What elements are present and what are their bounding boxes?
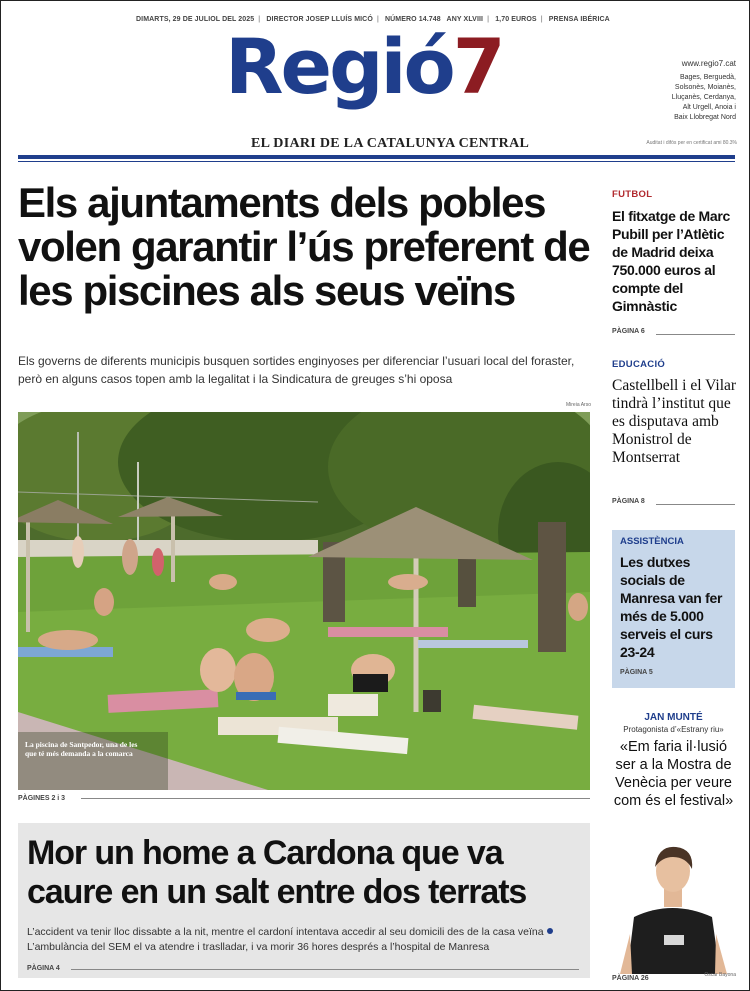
interview-pages[interactable]: PÀGINA 26 <box>612 975 649 982</box>
section-label-educacio: EDUCACIÓ <box>612 359 666 370</box>
portrait-credit: Oscar Bayona <box>704 972 736 978</box>
divider <box>656 504 735 505</box>
region-line: Alt Urgell, Anoia i <box>682 104 736 111</box>
futbol-headline[interactable]: El fitxatge de Marc Pubill per l’Atlètic de Madrid deixa 750.000 euros al compte del Gimnàstic <box>612 208 731 314</box>
publisher-group: PRENSA IBÉRICA <box>548 16 610 23</box>
website-link[interactable]: www.regio7.cat <box>681 59 736 68</box>
region-line: Solsonès, Moianès, <box>674 84 736 91</box>
main-headline[interactable]: Els ajuntaments dels pobles volen garantir l’ús preferent de les piscines als seus veïns <box>18 179 590 314</box>
assistencia-pages[interactable]: PÀGINA 5 <box>620 669 653 676</box>
pool-photo-image <box>18 412 590 790</box>
issue-year: ANY XLVIII <box>446 16 484 23</box>
main-deck: Els governs de diferents municipis busquen sortides enginyoses per diferenciar l’usuari local del foraster, però en alguns casos topen amb la legalitat i la Sindicatura de greuges s’hi oposa <box>18 354 575 386</box>
photo-credit: Mireia Arso <box>565 402 591 408</box>
audit-note: Auditat i difós per en certificat ami 80.3% <box>646 140 737 146</box>
newspaper-logo[interactable] <box>225 22 503 111</box>
interview-role: Protagonista d’«Estrany riu» <box>623 725 724 734</box>
photo-caption: La piscina de Santpedor, una de les que té més demanda a la comarca <box>25 740 138 758</box>
region-line: Bages, Berguedà, <box>679 74 736 81</box>
divider <box>656 334 735 335</box>
interview-portrait[interactable] <box>612 839 735 974</box>
regions-list <box>641 73 736 123</box>
assistencia-headline[interactable]: Les dutxes socials de Manresa van fer més de 5.000 serveis el curs 23-24 <box>620 554 723 660</box>
masthead-rule <box>18 155 735 159</box>
second-headline[interactable]: Mor un home a Cardona que va caure en un salt entre dos terrats <box>27 834 527 911</box>
logo-text: Regió <box>225 22 453 111</box>
second-story-text-2: L’ambulància del SEM el va atendre i traslladar, i va morir 36 hores després a l’hospital de Manresa <box>27 941 490 953</box>
second-story-pages[interactable]: PÀGINA 4 <box>27 965 60 972</box>
tagline: EL DIARI DE LA CATALUNYA CENTRAL <box>251 136 530 151</box>
divider <box>81 798 590 799</box>
logo-seven: 7 <box>452 22 503 111</box>
educacio-headline[interactable]: Castellbell i el Vilar tindrà l’institut que es disputava amb Monistrol de Montserrat <box>612 377 737 466</box>
main-story-pages[interactable]: PÀGINES 2 i 3 <box>18 795 66 802</box>
issue-number: NÚMERO 14.748 <box>384 16 441 23</box>
section-label-assistencia: ASSISTÈNCIA <box>620 536 684 547</box>
futbol-pages[interactable]: PÀGINA 6 <box>612 328 645 335</box>
interview-quote[interactable]: «Em faria il·lusió ser a la Mostra de Venècia per veure com és el festival» <box>613 739 734 809</box>
divider <box>71 969 579 970</box>
masthead-meta: DIMARTS, 29 DE JULIOL DEL 2025 | DIRECTOR JOSEP LLUÍS MICÓ | NÚMERO 14.748 ANY XLVIII | 1,70 EUROS | PRENSA IBÉRICA <box>136 16 610 23</box>
second-story-body <box>27 925 587 955</box>
masthead-rule-thin <box>18 161 735 162</box>
region-line: Baix Llobregat Nord <box>674 114 736 121</box>
bullet-dot-icon <box>547 928 553 934</box>
pool-photo[interactable] <box>18 412 590 790</box>
issue-director: DIRECTOR JOSEP LLUÍS MICÓ <box>266 16 373 23</box>
educacio-pages[interactable]: PÀGINA 8 <box>612 498 645 505</box>
interview-name: JAN MUNTÉ <box>644 712 703 723</box>
issue-date: DIMARTS, 29 DE JULIOL DEL 2025 <box>136 16 255 23</box>
section-label-futbol: FUTBOL <box>612 189 653 200</box>
portrait-image <box>612 839 735 974</box>
assistencia-box[interactable] <box>612 530 735 688</box>
region-line: Lluçanès, Cerdanya, <box>671 94 736 101</box>
issue-price: 1,70 EUROS <box>495 16 537 23</box>
second-story-text-1: L’accident va tenir lloc dissabte a la nit, mentre el cardoní intentava accedir al seu domicili des de la casa veïna <box>27 926 544 938</box>
